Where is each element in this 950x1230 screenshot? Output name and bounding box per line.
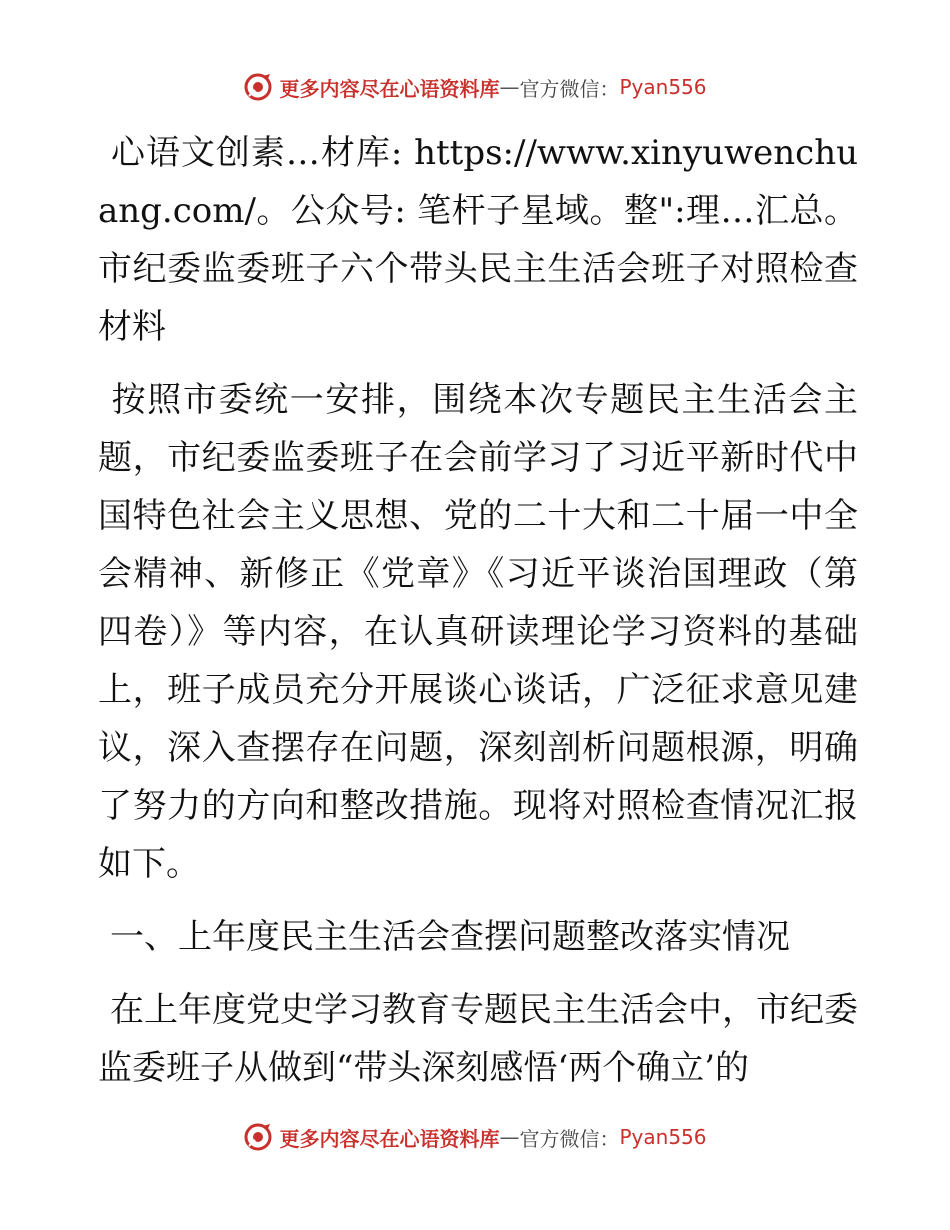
section-paragraph — [98, 981, 858, 1097]
banner-wechat-id: Pyan556 — [619, 1125, 707, 1149]
banner-separator: — — [499, 1125, 520, 1149]
banner-main-text: 更多内容尽在心语资料库 — [279, 1126, 500, 1151]
body-text: 按照市委统一安排，围绕本次专题民主生活会主题，市纪委监委班子在会前学习了习近平新时代中国特色社会主义思想、党的二十大和二十届一中全会精神、新修正《党章》《习近平谈治国理政（第四卷）》等内容，在认真研读理论学习资料的基础上，班子成员充分开展谈心谈话，广泛征求意见建议，深入查摆存在问题，深刻剖析问题根源，明确了努力的方向和整改措施。现将对照检查情况汇报如下。 — [98, 380, 858, 884]
section-text: 在上年度党史学习教育专题民主生活会中，市纪委监委班子从做到“带头深刻感悟‘两个确立’的 — [98, 990, 858, 1088]
section-heading — [98, 908, 858, 966]
intro-text: 心语文创素…材库: https://www.xinyuwenchuang.com/。公众号: 笔杆子星域。整":理…汇总。市纪委监委班子六个带头民主生活会班子对照检查材料 — [98, 133, 858, 347]
banner-separator: — — [499, 75, 520, 99]
brand-logo-icon — [243, 72, 273, 102]
banner-wechat-label: 官方微信： — [519, 76, 620, 101]
brand-logo-icon — [243, 1122, 273, 1152]
body-paragraph — [98, 371, 858, 893]
banner-main-text: 更多内容尽在心语资料库 — [279, 76, 500, 101]
intro-paragraph — [98, 124, 858, 356]
banner-wechat-id: Pyan556 — [619, 75, 707, 99]
banner-wechat-label: 官方微信： — [519, 1126, 620, 1151]
header-banner — [0, 72, 950, 102]
footer-banner — [0, 1122, 950, 1152]
section-heading-text: 一、上年度民主生活会查摆问题整改落实情况 — [110, 917, 790, 957]
document-body — [98, 124, 858, 1097]
